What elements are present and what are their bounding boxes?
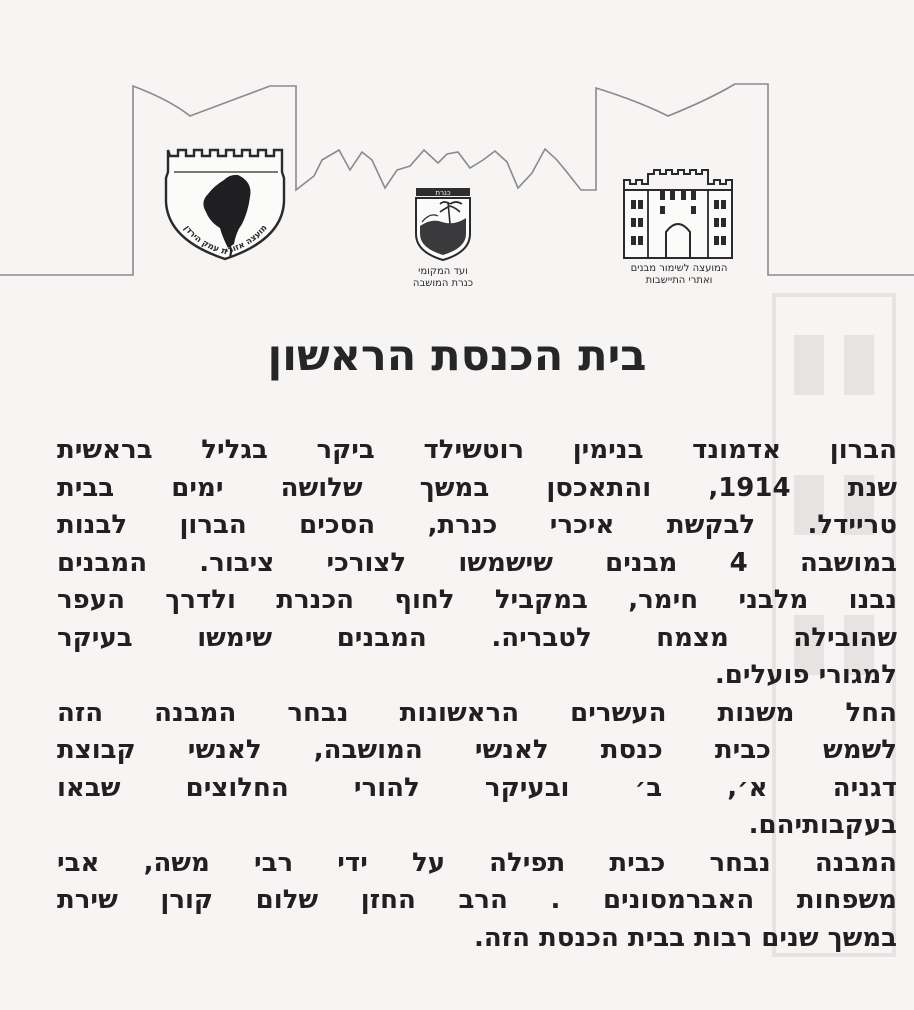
text-line: שנת 1914, והתאכסן במשך שלושה ימים בבית <box>57 472 897 503</box>
sign-body-text <box>57 432 897 957</box>
text-line: במושבה 4 מבנים שישמשו לצורכי ציבור. המבנים <box>57 547 897 578</box>
regional-council-shield-logo <box>158 142 293 264</box>
text-line: הברון אדמונד בנימין רוטשילד ביקר בגליל בראשית <box>57 435 897 465</box>
text-line: נבנו מלבני חימר, במקביל לחוף הכנרת ולדרך העפר <box>57 585 897 615</box>
caption-line: המועצה לשימור מבנים <box>630 263 728 274</box>
text-line: שהובילה מצמח לטבריה. המבנים שימשו בעיקר <box>57 622 897 653</box>
text-line: לשמש כבית כנסת לאנשי המושבה, לאנשי קבוצת <box>57 735 897 765</box>
village-committee-caption <box>394 266 492 290</box>
caption-line: כנרת המושבה <box>412 278 474 289</box>
caption-line: ועד המקומי <box>418 266 468 277</box>
text-line: המבנה נבחר כבית תפילה על ידי רבי משה, אבי <box>57 847 897 878</box>
text-line: דגניה א׳, ב׳ ובעיקר להורי החלוצים שבאו <box>57 772 897 803</box>
svg-text:מועצה אזורית עמק הירדן <box>181 223 269 257</box>
text-line: למגורי פועלים. <box>714 660 897 690</box>
text-line: בעקבותיהם. <box>748 810 897 840</box>
text-line: טריידל. לבקשת איכרי כנרת, הסכים הברון לבנות <box>57 510 897 540</box>
emblem-top-label: כנרת <box>435 189 451 197</box>
text-line: החל משנות העשרים הראשונות נבחר המבנה הזה <box>57 697 897 728</box>
heritage-council-caption <box>602 263 756 287</box>
page-title: בית הכנסת הראשון <box>267 331 647 381</box>
regional-council-name: מועצה אזורית עמק הירדן <box>181 223 270 258</box>
caption-line: ואתרי התיישבות <box>645 275 713 286</box>
text-line: משפחות האברמסונים . הרב החזן שלום קורן שירת <box>57 885 897 915</box>
text-line: במשך שנים רבות בבית הכנסת הזה. <box>473 922 897 953</box>
